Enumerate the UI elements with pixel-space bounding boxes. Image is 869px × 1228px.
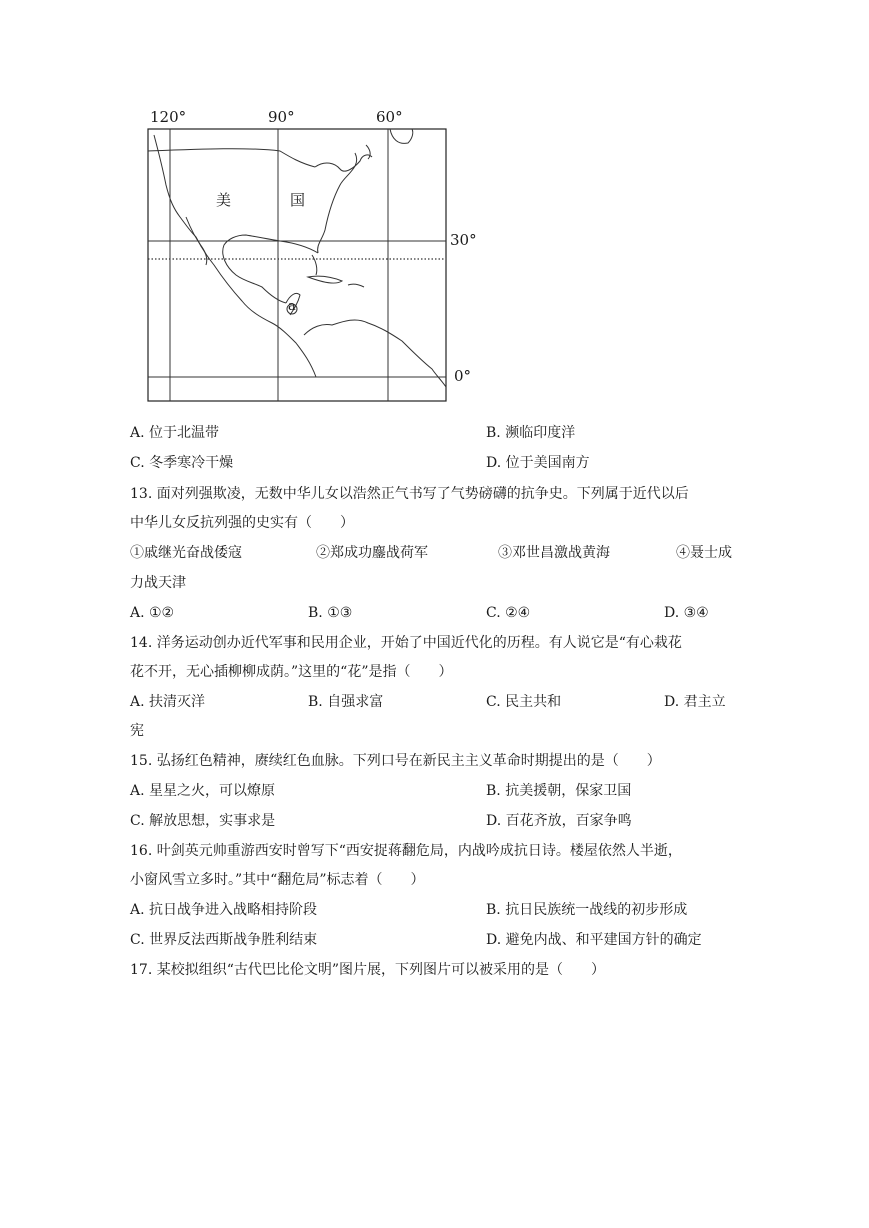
great-lakes	[315, 155, 372, 171]
q14-stem-line2: 花不开，无心插柳柳成荫。”这里的“花”是指（ ）	[130, 664, 453, 680]
q13-option-a: A. ①②	[130, 605, 175, 621]
q16-option-b: B. 抗日民族统一战线的初步形成	[486, 902, 688, 918]
q13-item-1: ①戚继光奋战倭寇	[130, 545, 242, 561]
q16-stem-line1: 16. 叶剑英元帅重游西安时曾写下“西安捉蒋翻危局，内战吟成抗日诗。楼屋依然人半逝，	[130, 843, 682, 859]
florida	[312, 255, 317, 275]
lon-label-90: 90°	[268, 108, 295, 126]
q15-option-a: A. 星星之火，可以燎原	[130, 783, 276, 799]
q13-item-4a: ④聂士成	[676, 545, 732, 561]
q16-option-a: A. 抗日战争进入战略相持阶段	[130, 902, 318, 918]
point-a-label: a	[288, 299, 296, 314]
americas-map	[140, 105, 460, 405]
q15-option-d: D. 百花齐放，百家争鸣	[486, 813, 632, 829]
q13-option-b: B. ①③	[308, 605, 353, 621]
q14-option-c: C. 民主共和	[486, 694, 562, 710]
q17-stem: 17. 某校拟组织“古代巴比伦文明”图片展，下列图片可以被采用的是（ ）	[130, 962, 606, 978]
us-east-coast	[318, 153, 357, 253]
q16-stem-line2: 小窗风雪立多时。”其中“翻危局”标志着（ ）	[130, 872, 425, 888]
q14-option-b: B. 自强求富	[308, 694, 384, 710]
q14-option-a: A. 扶清灭洋	[130, 694, 206, 710]
q13-option-c: C. ②④	[486, 605, 531, 621]
lon-label-120: 120°	[150, 108, 187, 126]
q13-stem-line2: 中华儿女反抗列强的史实有（ ）	[130, 515, 354, 531]
us-canada-border	[148, 149, 315, 167]
q15-option-b: B. 抗美援朝，保家卫国	[486, 783, 632, 799]
q12-option-c: C. 冬季寒冷干燥	[130, 455, 234, 471]
q16-option-c: C. 世界反法西斯战争胜利结束	[130, 932, 318, 948]
map-figure	[140, 105, 477, 405]
pacific-coast	[154, 135, 316, 377]
q13-item-3: ③邓世昌激战黄海	[498, 545, 610, 561]
q15-option-c: C. 解放思想，实事求是	[130, 813, 276, 829]
q13-option-d: D. ③④	[664, 605, 709, 621]
lat-label-0: 0°	[454, 367, 472, 385]
q13-item-2: ②郑成功鏖战荷军	[316, 545, 428, 561]
q14-option-d-b: 宪	[130, 723, 144, 739]
lat-label-30: 30°	[450, 231, 477, 249]
cuba-island	[308, 276, 342, 283]
q16-option-d: D. 避免内战、和平建国方针的确定	[486, 932, 702, 948]
q14-stem-line1: 14. 洋务运动创办近代军事和民用企业，开始了中国近代化的历程。有人说它是“有心栽花	[130, 635, 682, 651]
q12-option-b: B. 濒临印度洋	[486, 425, 576, 441]
q13-item-4b: 力战天津	[130, 575, 186, 591]
q12-option-d: D. 位于美国南方	[486, 455, 590, 471]
greenland-edge	[390, 129, 413, 143]
lon-label-60: 60°	[376, 108, 403, 126]
q14-option-d-a: D. 君主立	[664, 694, 726, 710]
country-label-mei: 美	[216, 191, 232, 209]
q12-option-a: A. 位于北温带	[130, 425, 220, 441]
newfoundland	[366, 145, 370, 159]
q15-stem: 15. 弘扬红色精神，赓续红色血脉。下列口号在新民主主义革命时期提出的是（ ）	[130, 753, 661, 769]
gulf-of-mexico	[223, 235, 318, 303]
map-frame	[148, 129, 446, 401]
hispaniola-island	[348, 284, 364, 287]
country-label-guo: 国	[290, 191, 306, 209]
q13-stem-line1: 13. 面对列强欺凌，无数中华儿女以浩然正气书写了气势磅礴的抗争史。下列属于近代以后	[130, 486, 689, 502]
